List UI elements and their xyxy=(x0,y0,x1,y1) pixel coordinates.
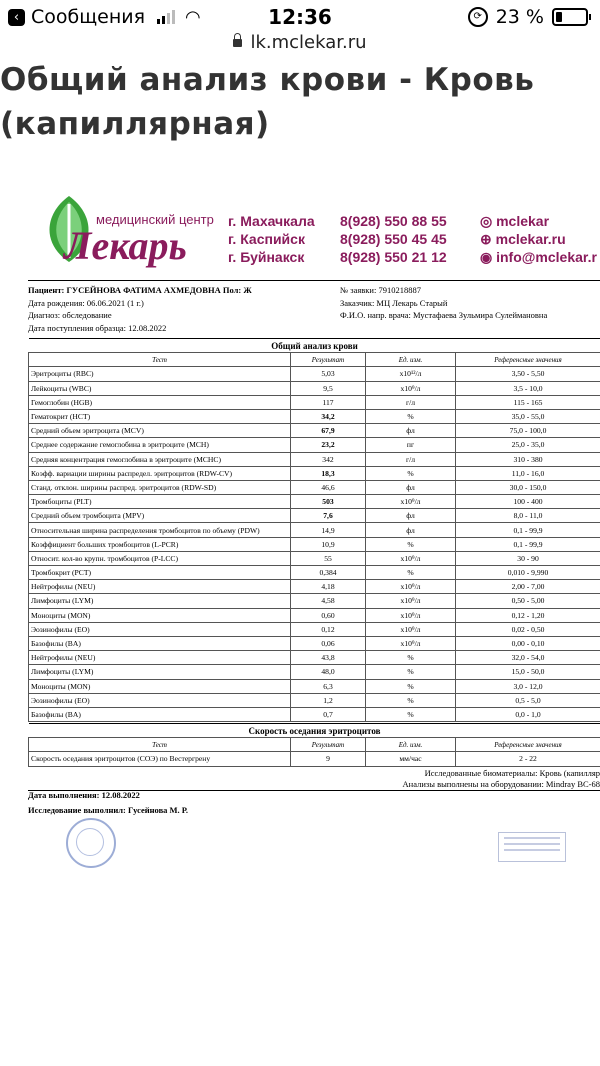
column-header: Результат xyxy=(291,353,366,367)
patient-name: Пациент: ГУСЕЙНОВА ФАТИМА АХМЕДОВНА Пол: Ж xyxy=(28,285,252,295)
city: г. Буйнакск xyxy=(228,249,305,265)
table-row xyxy=(29,707,600,721)
result-value: 0,7 xyxy=(291,707,366,721)
unit: % xyxy=(366,665,456,679)
test-name: Моноциты (MON) xyxy=(29,608,291,622)
city: г. Каспийск xyxy=(228,231,305,247)
table-row xyxy=(29,381,600,395)
test-name: Средняя концентрация гемоглобина в эритроците (MCHC) xyxy=(29,452,291,466)
unit: x10⁹/л xyxy=(366,608,456,622)
order-number: № заявки: 7910218887 xyxy=(340,285,421,295)
lock-icon xyxy=(233,39,242,47)
test-name: Моноциты (MON) xyxy=(29,679,291,693)
biomaterial: Исследованные биоматериалы: Кровь (капилляр xyxy=(424,768,600,778)
table-title-row xyxy=(29,339,600,353)
wifi-icon: ◠ xyxy=(185,6,201,28)
test-name: Тромбоциты (PLT) xyxy=(29,495,291,509)
unit: % xyxy=(366,693,456,707)
birth-date: Дата рождения: 06.06.2021 (1 г.) xyxy=(28,297,144,308)
result-value: 7,6 xyxy=(291,509,366,523)
column-header: Тест xyxy=(29,353,291,367)
column-header: Ед. изм. xyxy=(366,353,456,367)
test-name: Средний объем эритроцита (MCV) xyxy=(29,424,291,438)
test-name: Коэффициент больших тромбоцитов (L-PCR) xyxy=(29,537,291,551)
reference-range: 0,1 - 99,9 xyxy=(456,523,600,537)
test-name: Нейтрофилы (NEU) xyxy=(29,580,291,594)
contact: info@mclekar.r xyxy=(496,249,597,265)
table-row xyxy=(29,438,600,452)
reference-range: 30,0 - 150,0 xyxy=(456,480,600,494)
phone-list xyxy=(340,212,447,266)
reference-range: 115 - 165 xyxy=(456,395,600,409)
doctor: Ф.И.О. напр. врача: Мустафаева Зульмира Сулеймановна xyxy=(340,310,548,320)
exec-date: Дата выполнения: 12.08.2022 xyxy=(28,790,140,800)
email-icon: ◉ xyxy=(480,249,497,265)
test-name: Относит. кол-во крупн. тромбоцитов (P-LCC) xyxy=(29,551,291,565)
unit: фл xyxy=(366,509,456,523)
result-value: 46,6 xyxy=(291,480,366,494)
result-value: 43,8 xyxy=(291,651,366,665)
column-header: Референсные значения xyxy=(456,738,600,752)
result-value: 0,384 xyxy=(291,566,366,580)
table-row xyxy=(29,636,600,650)
result-value: 55 xyxy=(291,551,366,565)
result-value: 23,2 xyxy=(291,438,366,452)
result-value: 5,03 xyxy=(291,367,366,381)
result-value: 14,9 xyxy=(291,523,366,537)
unit: x10⁹/л xyxy=(366,551,456,565)
reference-range: 2 - 22 xyxy=(456,752,600,766)
unit: x10⁹/л xyxy=(366,381,456,395)
column-header: Результат xyxy=(291,738,366,752)
reference-range: 0,50 - 5,00 xyxy=(456,594,600,608)
table-row xyxy=(29,566,600,580)
round-stamp xyxy=(66,818,116,868)
rotation-lock-icon: ⟳ xyxy=(468,7,488,27)
execution-info xyxy=(28,788,188,818)
unit: x10⁹/л xyxy=(366,636,456,650)
test-name: Станд. отклон. ширины распред. эритроцитов (RDW-SD) xyxy=(29,480,291,494)
reference-range: 3,50 - 5,50 xyxy=(456,367,600,381)
url-text: lk.mclekar.ru xyxy=(250,32,367,53)
unit: x10⁹/л xyxy=(366,495,456,509)
column-header: Референсные значения xyxy=(456,353,600,367)
patient-info xyxy=(28,284,600,334)
result-value: 9,5 xyxy=(291,381,366,395)
result-value: 18,3 xyxy=(291,466,366,480)
phone: 8(928) 550 88 55 xyxy=(340,213,447,229)
result-value: 117 xyxy=(291,395,366,409)
reference-range: 75,0 - 100,0 xyxy=(456,424,600,438)
test-name: Скорость оседания эритроцитов (СОЭ) по Вестергрену xyxy=(29,752,291,766)
unit: пг xyxy=(366,438,456,452)
status-bar xyxy=(0,0,600,34)
city: г. Махачкала xyxy=(228,213,315,229)
unit: % xyxy=(366,651,456,665)
result-value: 9 xyxy=(291,752,366,766)
address-bar[interactable] xyxy=(0,32,600,53)
unit: % xyxy=(366,409,456,423)
unit: фл xyxy=(366,424,456,438)
test-name: Эозинофилы (EO) xyxy=(29,622,291,636)
reference-range: 32,0 - 54,0 xyxy=(456,651,600,665)
table-row xyxy=(29,395,600,409)
unit: г/л xyxy=(366,395,456,409)
table-row xyxy=(29,594,600,608)
table-row xyxy=(29,651,600,665)
result-value: 4,58 xyxy=(291,594,366,608)
column-header: Ед. изм. xyxy=(366,738,456,752)
unit: % xyxy=(366,537,456,551)
result-value: 10,9 xyxy=(291,537,366,551)
table-header-row xyxy=(29,353,600,367)
contact: mclekar xyxy=(496,213,550,229)
result-value: 342 xyxy=(291,452,366,466)
table-row xyxy=(29,367,600,381)
unit: фл xyxy=(366,480,456,494)
back-app-label[interactable]: Сообщения xyxy=(31,6,146,28)
reference-range: 0,00 - 0,10 xyxy=(456,636,600,650)
result-value: 6,3 xyxy=(291,679,366,693)
table-header-row xyxy=(29,738,600,752)
reference-range: 8,0 - 11,0 xyxy=(456,509,600,523)
contact: mclekar.ru xyxy=(495,231,566,247)
test-name: Базофилы (BA) xyxy=(29,707,291,721)
reference-range: 0,010 - 9,990 xyxy=(456,566,600,580)
test-name: Эритроциты (RBC) xyxy=(29,367,291,381)
table-row xyxy=(29,452,600,466)
reference-range: 0,12 - 1,20 xyxy=(456,608,600,622)
reference-range: 30 - 90 xyxy=(456,551,600,565)
table-row xyxy=(29,466,600,480)
table-row xyxy=(29,752,600,766)
instagram-icon: ◎ xyxy=(480,213,497,229)
test-name: Лимфоциты (LYM) xyxy=(29,594,291,608)
reference-range: 100 - 400 xyxy=(456,495,600,509)
table-row xyxy=(29,580,600,594)
rectangular-stamp xyxy=(498,832,566,862)
reference-range: 35,0 - 55,0 xyxy=(456,409,600,423)
battery-icon xyxy=(552,8,588,26)
unit: % xyxy=(366,466,456,480)
reference-range: 2,00 - 7,00 xyxy=(456,580,600,594)
globe-icon: ⊕ xyxy=(480,231,496,247)
page-title: Общий анализ крови - Кровь (капиллярная) xyxy=(0,62,535,142)
unit: фл xyxy=(366,523,456,537)
esr-table xyxy=(28,723,600,767)
result-value: 67,9 xyxy=(291,424,366,438)
city-list xyxy=(228,212,315,266)
reference-range: 11,0 - 16,0 xyxy=(456,466,600,480)
table-row xyxy=(29,424,600,438)
test-name: Гемоглобин (HGB) xyxy=(29,395,291,409)
reference-range: 3,0 - 12,0 xyxy=(456,679,600,693)
test-name: Тромбокрит (PCT) xyxy=(29,566,291,580)
test-name: Базофилы (BA) xyxy=(29,636,291,650)
result-value: 0,12 xyxy=(291,622,366,636)
test-name: Относительная ширина распределения тромбоцитов по объему (PDW) xyxy=(29,523,291,537)
diagnosis: Диагноз: обследование xyxy=(28,310,112,320)
test-name: Эозинофилы (EO) xyxy=(29,693,291,707)
unit: x10⁹/л xyxy=(366,622,456,636)
result-value: 1,2 xyxy=(291,693,366,707)
column-header: Тест xyxy=(29,738,291,752)
table-row xyxy=(29,608,600,622)
reference-range: 0,1 - 99,9 xyxy=(456,537,600,551)
reference-range: 3,5 - 10,0 xyxy=(456,381,600,395)
test-name: Среднее содержание гемоглобина в эритроците (MCH) xyxy=(29,438,291,452)
test-name: Лимфоциты (LYM) xyxy=(29,665,291,679)
biomaterial-note xyxy=(403,768,600,790)
result-value: 48,0 xyxy=(291,665,366,679)
result-value: 34,2 xyxy=(291,409,366,423)
received-date: Дата поступления образца: 12.08.2022 xyxy=(28,322,167,333)
table-title-row xyxy=(29,724,600,738)
unit: x10⁹/л xyxy=(366,594,456,608)
table-row xyxy=(29,509,600,523)
unit: % xyxy=(366,566,456,580)
unit: % xyxy=(366,679,456,693)
customer: Заказчик: МЦ Лекарь Старый xyxy=(340,297,448,308)
phone: 8(928) 550 21 12 xyxy=(340,249,447,265)
divider xyxy=(28,280,600,281)
executor: Исследование выполнил: Гусейнова М. Р. xyxy=(28,805,189,815)
brand-name: Лекарь xyxy=(64,223,187,268)
unit: x10⁹/л xyxy=(366,580,456,594)
unit: % xyxy=(366,707,456,721)
result-value: 0,06 xyxy=(291,636,366,650)
table-row xyxy=(29,665,600,679)
table-row xyxy=(29,495,600,509)
unit: x10¹²/л xyxy=(366,367,456,381)
clinic-logo xyxy=(34,192,234,272)
phone: 8(928) 550 45 45 xyxy=(340,231,447,247)
table-row xyxy=(29,551,600,565)
test-name: Нейтрофилы (NEU) xyxy=(29,651,291,665)
cbc-table xyxy=(28,338,600,722)
table-row xyxy=(29,409,600,423)
test-name: Коэфф. вариации ширины распредел. эритроцитов (RDW-CV) xyxy=(29,466,291,480)
table-row xyxy=(29,480,600,494)
result-value: 4,18 xyxy=(291,580,366,594)
reference-range: 25,0 - 35,0 xyxy=(456,438,600,452)
battery-percent: 23 % xyxy=(495,6,544,28)
table-row xyxy=(29,523,600,537)
reference-range: 0,02 - 0,50 xyxy=(456,622,600,636)
unit: г/л xyxy=(366,452,456,466)
test-name: Лейкоциты (WBC) xyxy=(29,381,291,395)
reference-range: 0,5 - 5,0 xyxy=(456,693,600,707)
table-title: Скорость оседания эритроцитов xyxy=(29,724,600,738)
table-row xyxy=(29,537,600,551)
contact-list xyxy=(480,212,597,266)
reference-range: 0,0 - 1,0 xyxy=(456,707,600,721)
result-value: 0,60 xyxy=(291,608,366,622)
test-name: Средний объем тромбоцита (MPV) xyxy=(29,509,291,523)
table-row xyxy=(29,679,600,693)
result-value: 503 xyxy=(291,495,366,509)
equipment: Анализы выполнены на оборудовании: Mindray BC-68 xyxy=(402,779,600,789)
reference-range: 310 - 380 xyxy=(456,452,600,466)
table-row xyxy=(29,693,600,707)
reference-range: 15,0 - 50,0 xyxy=(456,665,600,679)
clock: 12:36 xyxy=(268,5,332,29)
table-title: Общий анализ крови xyxy=(29,339,600,353)
center-label: медицинский центр xyxy=(96,212,214,227)
test-name: Гематокрит (HCT) xyxy=(29,409,291,423)
back-arrow-icon[interactable]: ‹ xyxy=(8,9,25,26)
table-row xyxy=(29,622,600,636)
unit: мм/час xyxy=(366,752,456,766)
